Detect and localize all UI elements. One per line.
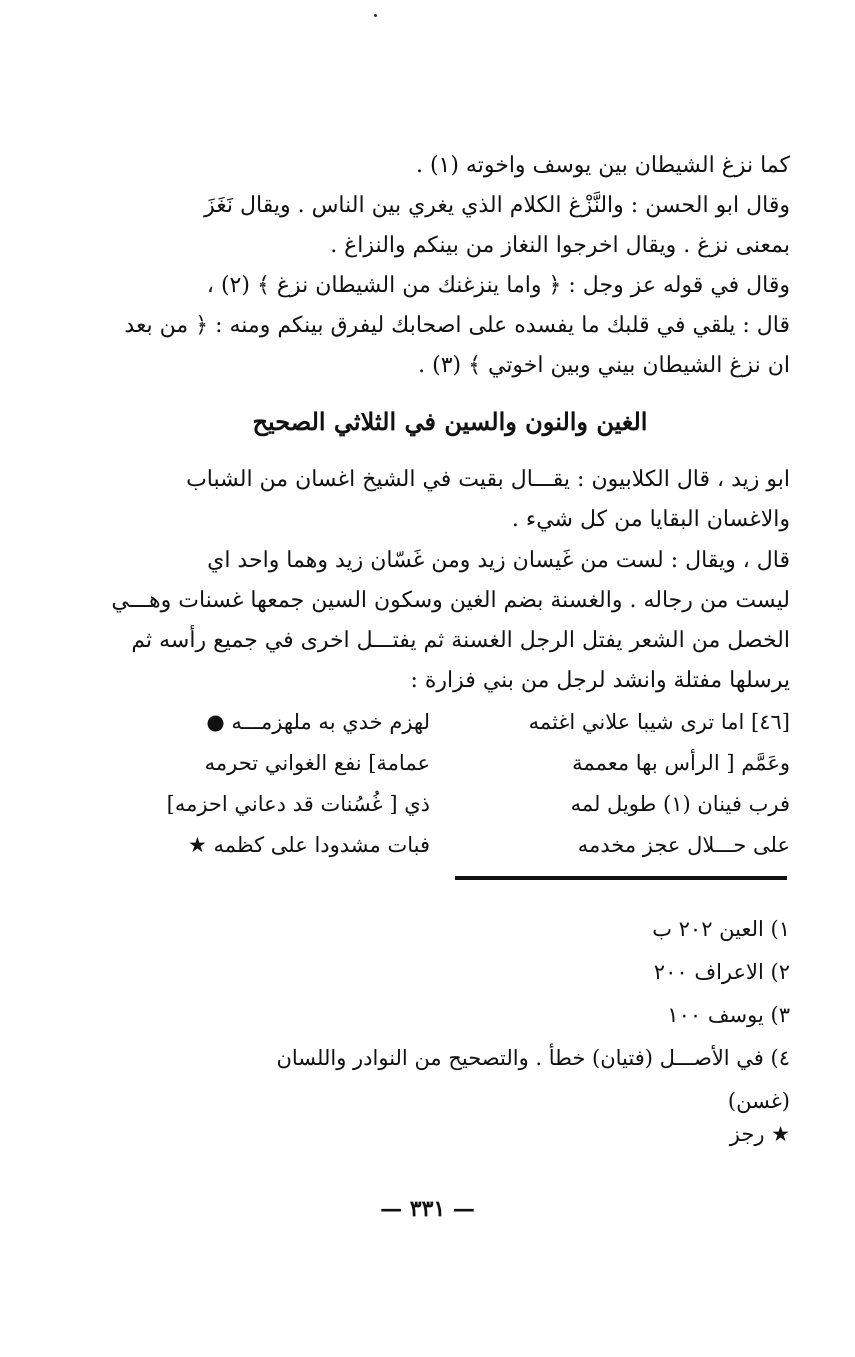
paragraph-2 [110,186,790,266]
verse-row [130,743,790,784]
section-heading: الغين والنون والسين في الثلاثي الصحيح [252,407,648,436]
text-line: قال ، ويقال : لست من غَيسان زيد ومن غَسّان زيد وهما واحد اي [207,548,790,573]
text-line: ليست من رجاله . والغسنة بضم الغين وسكون السين جمعها غسنات وهـــي [111,588,790,613]
footnote-1: ١) العين ٢٠٢ ب [652,917,790,941]
paragraph-3 [110,266,790,386]
text-line: الخصل من الشعر يفتل الرجل الغسنة ثم يفتـــل اخرى في جميع رأسه ثم [131,628,790,653]
verse-first-hemistich: فرب فينان (١) طويل لمه [570,792,790,816]
footnote-3: ٣) يوسف ١٠٠ [667,1003,790,1027]
verse-first-hemistich: على حـــلال عجز مخدمه [577,833,790,857]
verse-first-hemistich: [٤٦] اما ترى شيبا علاني اغثمه [528,710,790,734]
verse-row [130,702,790,743]
text-line: وقال في قوله عز وجل : ﴿ واما ينزغنك من الشيطان نزغ ﴾ (٢) ، [206,273,790,298]
verse-second-hemistich: فبات مشدودا على كظمه ★ [187,833,430,857]
footnote-2: ٢) الاعراف ٢٠٠ [653,960,790,984]
text-line: قال : يلقي في قلبك ما يفسده على اصحابك ليفرق بينكم ومنه : ﴿ من بعد [124,313,790,338]
paragraph-5 [110,541,790,701]
page-number: — ٣٣١ — [380,1196,475,1222]
meter-note: ★ رجز [729,1122,790,1146]
footnote-divider [455,876,787,880]
verse-row [130,825,790,866]
footnote-4-continuation: (غسن) [727,1089,790,1113]
text-line: ابو زيد ، قال الكلابيون : يقـــال بقيت في الشيخ اغسان من الشباب [186,467,790,492]
text-line: ان نزغ الشيطان بيني وبين اخوتي ﴾ (٣) . [418,353,790,378]
text-line: والاغسان البقايا من كل شيء . [511,507,790,532]
verse-second-hemistich: ذي [ غُسُنات قد دعاني احزمه] [166,792,430,816]
footnote-4: ٤) في الأصـــل (فتيان) خطأ . والتصحيح من النوادر واللسان [276,1046,790,1070]
text-line: يرسلها مفتلة وانشد لرجل من بني فزارة : [410,668,790,693]
verse-row [130,784,790,825]
paragraph-1 [110,146,790,186]
poem-verses [130,702,790,866]
verse-second-hemistich: لهزم خدي به ملهزمـــه ● [206,710,430,734]
footnotes [110,908,790,1123]
verse-second-hemistich: عمامة] نفع الغواني تحرمه [204,751,430,775]
text-line: كما نزغ الشيطان بين يوسف واخوته (١) . [415,153,790,178]
paragraph-4 [110,460,790,540]
text-line: وقال ابو الحسن : والنَّزْغ الكلام الذي يغري بين الناس . ويقال نَغَزَ [204,193,790,218]
text-line: بمعنى نزغ . ويقال اخرجوا النغاز من بينكم والنزاغ . [330,233,790,258]
page-dot-mark [374,14,377,17]
verse-first-hemistich: وعَمَّم [ الرأس بها معممة [572,751,790,775]
